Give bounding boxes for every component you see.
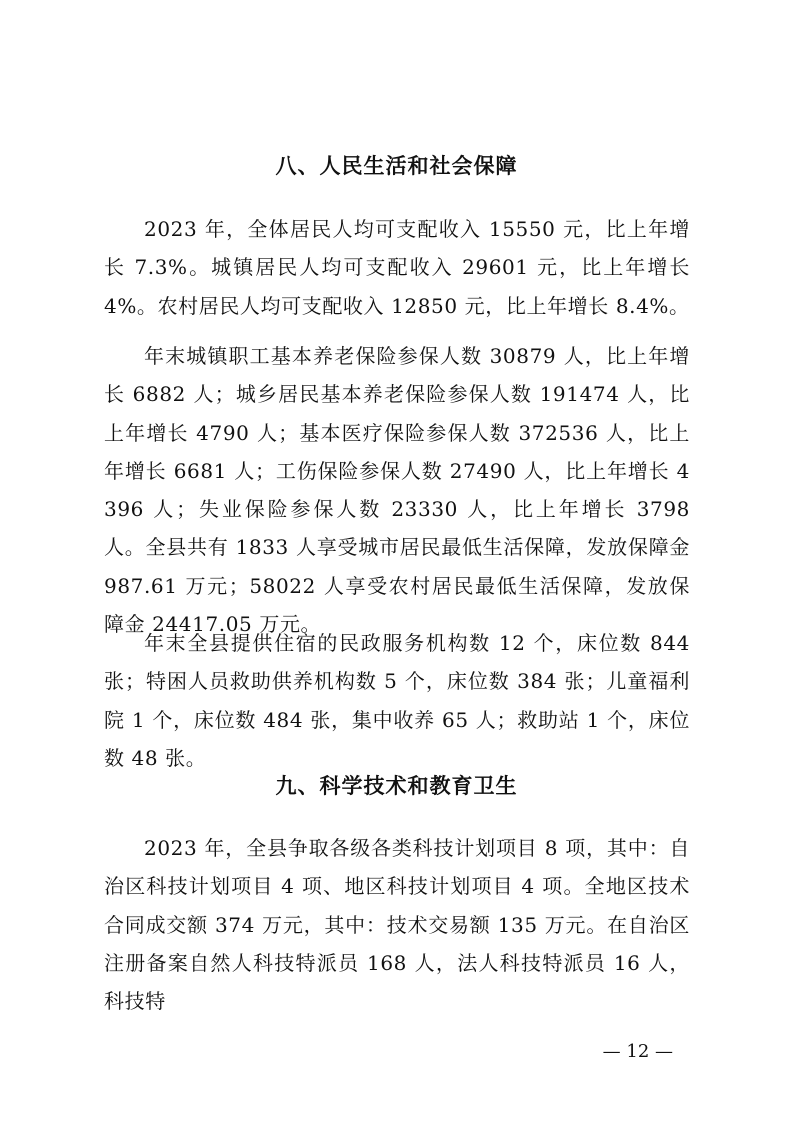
section-heading-social-security: 八、人民生活和社会保障 (275, 154, 518, 178)
paragraph-income: 2023 年，全体居民人均可支配收入 15550 元，比上年增长 7.3%。城镇居民人均可支配收入 29601 元，比上年增长 4%。农村居民人均可支配收入 12850 元，比上年增长 8.4%。 (104, 217, 690, 318)
section-heading-science-education: 九、科学技术和教育卫生 (275, 774, 518, 798)
paragraph-science-projects: 2023 年，全县争取各级各类科技计划项目 8 项，其中：自治区科技计划项目 4 项、地区科技计划项目 4 项。全地区技术合同成交额 374 万元，其中：技术交易额 135 万元。在自治区注册备案自然人科技特派员 168 人，法人科技特派员 16 人，科技特 (104, 836, 690, 1014)
paragraph-civil-services: 年末全县提供住宿的民政服务机构数 12 个，床位数 844 张；特困人员救助供养机构数 5 个，床位数 384 张；儿童福利院 1 个，床位数 484 张，集中收养 65 人；救助站 1 个，床位数 48 张。 (104, 631, 690, 770)
paragraph-insurance: 年末城镇职工基本养老保险参保人数 30879 人，比上年增长 6882 人；城乡居民基本养老保险参保人数 191474 人，比上年增长 4790 人；基本医疗保险参保人数 372536 人，比上年增长 6681 人；工伤保险参保人数 27490 人，比上年增长 4396 人；失业保险参保人数 23330 人，比上年增长 3798 人。全县共有 1833 人享受城市居民最低生活保障，发放保障金 987.61 万元；58022 人享受农村居民最低生活保障，发放保障金 24417.05 万元。 (104, 344, 690, 637)
page-number: — 12 — (602, 1041, 673, 1062)
